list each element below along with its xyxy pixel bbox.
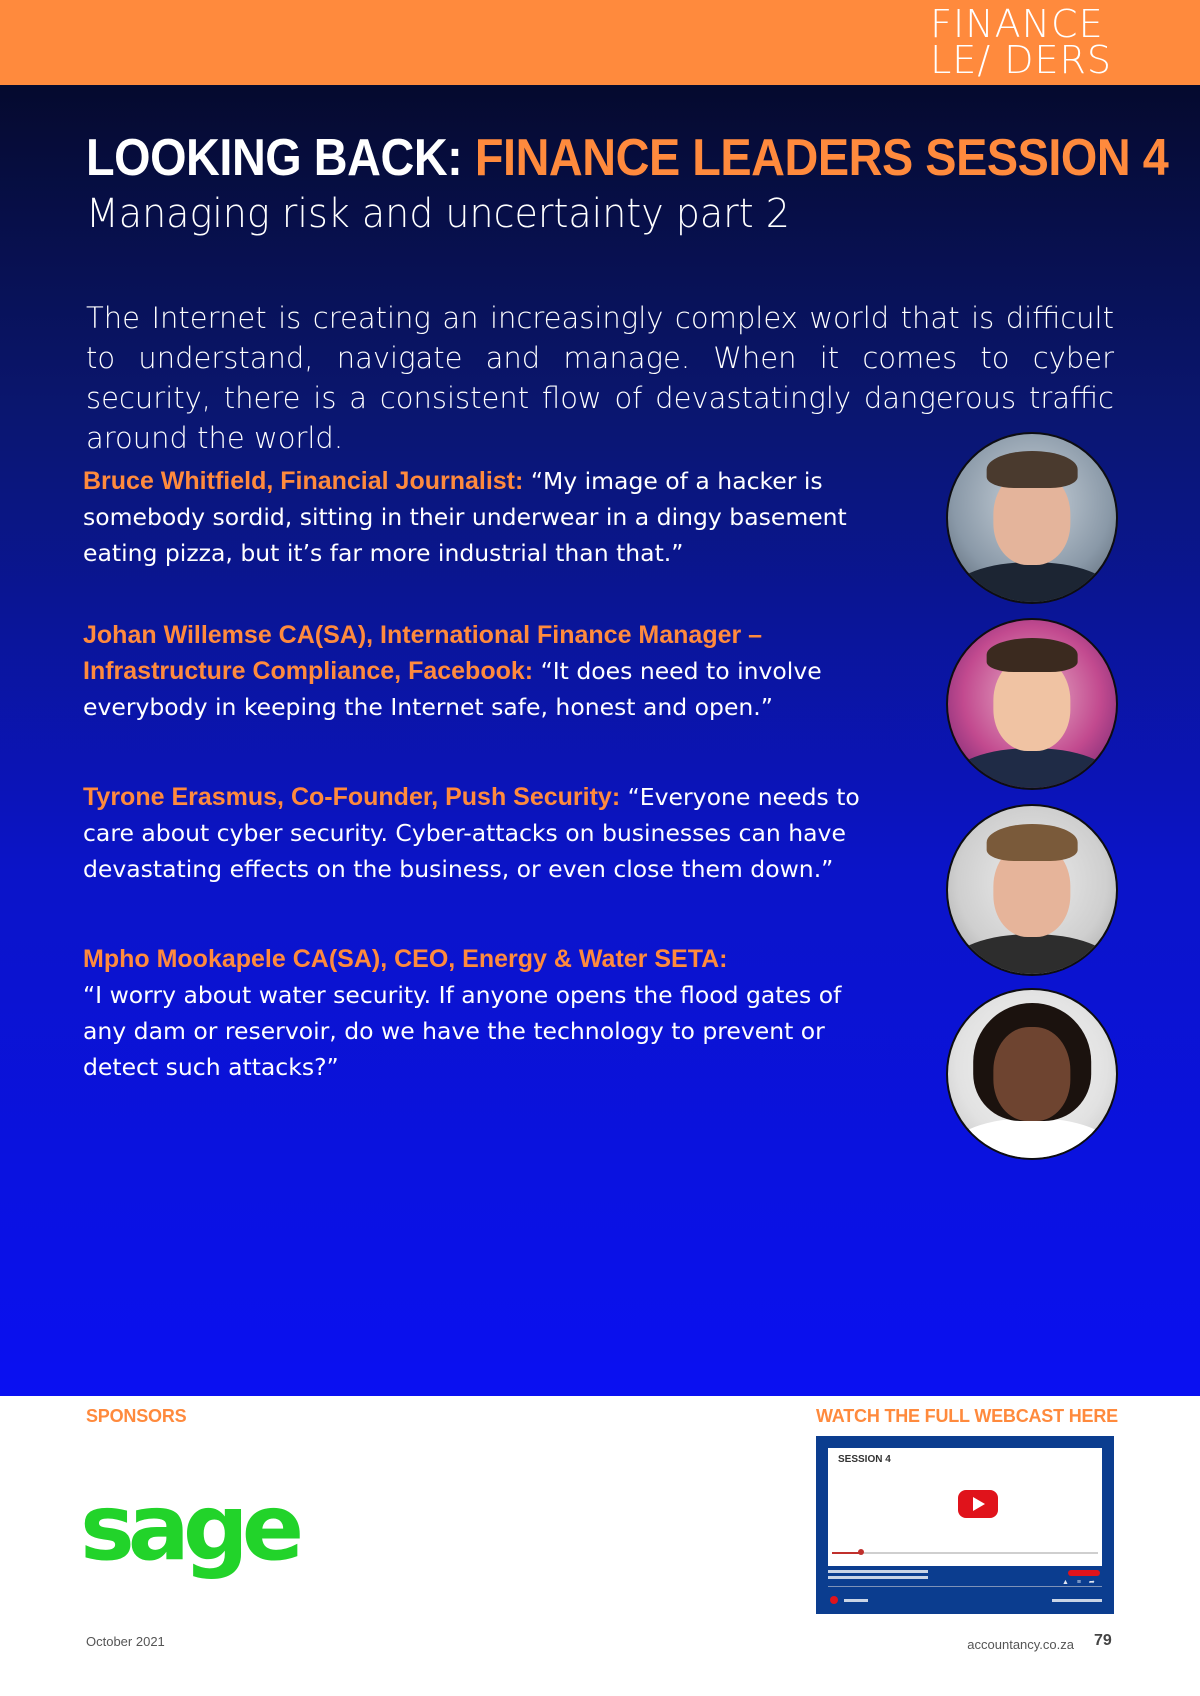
page-title	[86, 128, 1169, 188]
avatar-johan-willemse	[946, 618, 1118, 790]
speaker-name: Bruce Whitfield, Financial Journalist:	[83, 467, 524, 495]
finance-leaders-logo: FINANCE LE/ DERS	[930, 2, 1112, 82]
avatar-mpho-mookapele	[946, 988, 1118, 1160]
quote-johan-willemse	[83, 617, 863, 725]
page-number: 79	[1094, 1632, 1112, 1649]
sage-logo[interactable]: sage	[80, 1474, 298, 1581]
quote-text: “Everyone needs to care about cyber security. Cyber-attacks on businesses can have devastating effects on the business, or even close them down.”	[83, 783, 860, 883]
webcast-label: WATCH THE FULL WEBCAST HERE	[816, 1406, 1118, 1426]
page-subtitle: Managing risk and uncertainty part 2	[86, 191, 790, 237]
footer-site[interactable]: accountancy.co.za	[967, 1637, 1074, 1652]
footer-date: October 2021	[86, 1634, 165, 1649]
webcast-video-thumbnail[interactable]	[816, 1436, 1114, 1614]
video-screen[interactable]	[828, 1448, 1102, 1566]
speaker-name: Mpho Mookapele CA(SA), CEO, Energy & Water SETA:	[83, 945, 728, 973]
quote-bruce-whitfield	[83, 463, 863, 571]
quote-mpho-mookapele	[83, 941, 863, 1085]
sponsors-label: SPONSORS	[86, 1406, 187, 1426]
subscribe-button[interactable]	[1068, 1570, 1100, 1576]
video-action-icons[interactable]: ▲ ≡ ➦	[1062, 1579, 1098, 1586]
title-highlight: FINANCE LEADERS SESSION 4	[474, 129, 1169, 187]
speaker-name: Tyrone Erasmus, Co-Founder, Push Security:	[83, 783, 621, 811]
quote-tyrone-erasmus	[83, 779, 863, 887]
quote-text: “It does need to involve everybody in keeping the Internet safe, honest and open.”	[83, 657, 822, 721]
avatar-tyrone-erasmus	[946, 804, 1118, 976]
video-progress-bar[interactable]	[832, 1552, 1098, 1554]
channel-icon	[830, 1596, 838, 1604]
avatar-bruce-whitfield	[946, 432, 1118, 604]
quote-text: “I worry about water security. If anyone opens the flood gates of any dam or reservoir, do we have the technology to prevent or detect such attacks?”	[83, 981, 842, 1081]
speaker-name: Johan Willemse CA(SA), International Finance Manager – Infrastructure Compliance, Facebook:	[83, 621, 763, 685]
title-prefix: LOOKING BACK:	[86, 129, 475, 187]
video-session-label: SESSION 4	[838, 1454, 891, 1465]
intro-paragraph: The Internet is creating an increasingly complex world that is difficult to understand, navigate and manage. When it comes to cyber security, there is a consistent flow of devastatingly dangerous traffic around the world.	[86, 301, 1114, 455]
play-icon[interactable]	[958, 1490, 998, 1518]
quote-text: “My image of a hacker is somebody sordid, sitting in their underwear in a dingy basement eating pizza, but it’s far more industrial than that.”	[83, 467, 847, 567]
